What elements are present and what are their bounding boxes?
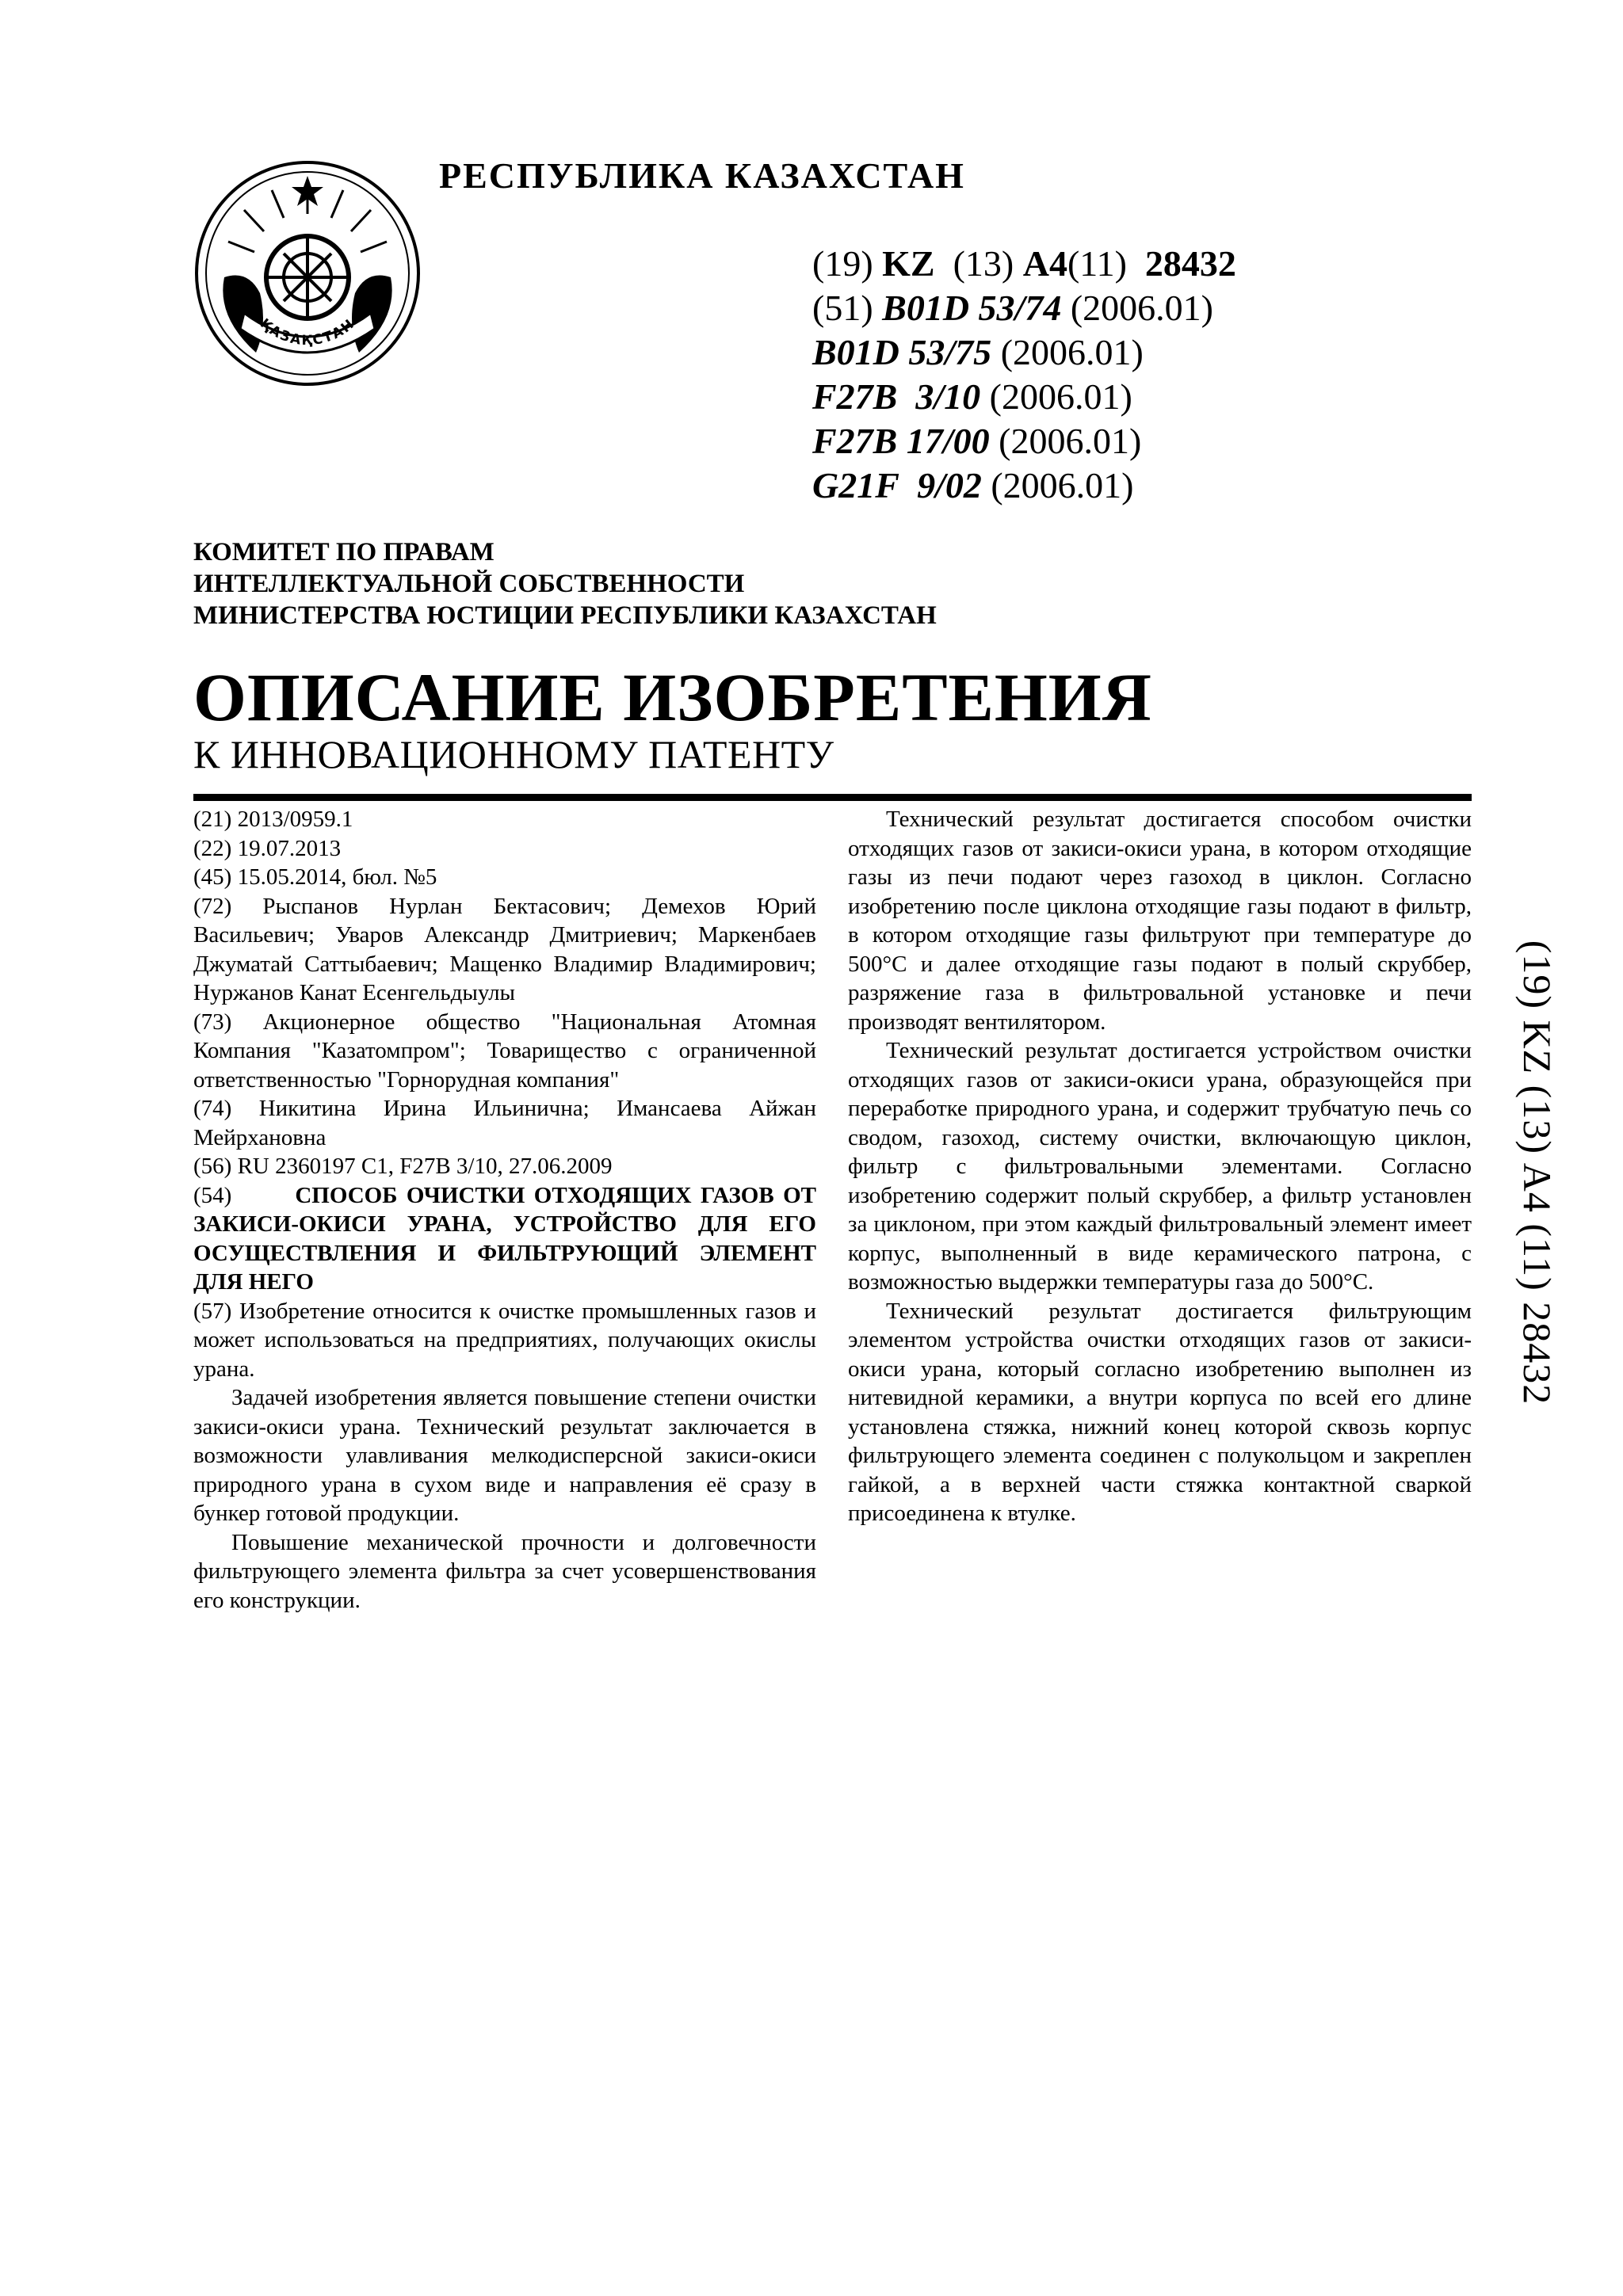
country-name: РЕСПУБЛИКА КАЗАХСТАН: [439, 155, 965, 196]
left-column: [193, 805, 816, 1615]
committee-name: [193, 536, 937, 631]
kind-code: A4: [1022, 243, 1067, 284]
ipc-code: B01D 53/74: [882, 288, 1062, 328]
ipc-line-2: [812, 330, 1236, 375]
abstract-paragraph: Задачей изобретения является повышение степени очистки закиси-окиси урана. Технический результат заключается в возможности улавливания мелкодисперсной закиси-окиси природного урана в сухом виде и направления её сразу в бункер готовой продукции.: [193, 1385, 816, 1526]
vertical-patent-number-text: (19) KZ (13) A4 (11) 28432: [1515, 940, 1560, 1405]
field-74-representatives: (74) Никитина Ирина Ильинична; Имансаева Айжан Мейрхановна: [193, 1096, 816, 1150]
ipc-version: (2006.01): [1000, 332, 1144, 372]
state-emblem: [193, 158, 422, 388]
document-subtitle: К ИННОВАЦИОННОМУ ПАТЕНТУ: [193, 732, 834, 776]
field-73-owners: (73) Акционерное общество "Национальная Атомная Компания "Казатомпром"; Товарищество с ограниченной ответственностью "Горнорудная компания": [193, 1009, 816, 1093]
committee-line: МИНИСТЕРСТВА ЮСТИЦИИ РЕСПУБЛИКИ КАЗАХСТАН: [193, 601, 937, 630]
vertical-patent-number: [1490, 935, 1585, 1410]
svg-text:ҚАЗАҚСТАН: ҚАЗАҚСТАН: [257, 315, 358, 349]
ipc-code: B01D 53/75: [812, 332, 992, 372]
title-divider: [193, 794, 1472, 801]
ipc-line-3: [812, 375, 1236, 419]
ipc-version: (2006.01): [999, 421, 1142, 461]
field-21: (21) 2013/0959.1: [193, 807, 353, 832]
document-title: ОПИСАНИЕ ИЗОБРЕТЕНИЯ: [193, 659, 1152, 735]
ipc-version: (2006.01): [991, 465, 1134, 505]
country-code: KZ: [882, 243, 935, 284]
publication-number-line: [812, 242, 1236, 286]
ipc-line-1: [812, 286, 1236, 330]
right-column: [848, 805, 1472, 1528]
inid-54: (54): [193, 1182, 232, 1208]
ipc-version: (2006.01): [989, 376, 1132, 417]
inid-19: (19): [812, 243, 873, 284]
field-54-title: [193, 1181, 816, 1297]
description-paragraph: Технический результат достигается устройством очистки отходящих газов от закиси-окиси урана, образующейся при переработке природного урана, и содержит трубчатую печь со сводом, газоход, систему очистки, включающую циклон, фильтр с фильтровальными элементами. Согласно изобретению содержит полый скруббер, а фильтр установлен за циклоном, при этом каждый фильтровальный элемент имеет корпус, выполненный в виде керамического патрона, с возможностью выдержки температуры газа до 500°C.: [848, 1038, 1472, 1295]
field-56-references: (56) RU 2360197 C1, F27B 3/10, 27.06.2009: [193, 1154, 613, 1179]
patent-number: 28432: [1144, 243, 1236, 284]
inid-13: (13): [953, 243, 1014, 284]
ipc-version: (2006.01): [1070, 288, 1213, 328]
ipc-line-5: [812, 463, 1236, 508]
field-57-abstract: (57) Изобретение относится к очистке промышленных газов и может использоваться на предприятиях, получающих окислы урана.: [193, 1298, 816, 1382]
ipc-code: F27B 17/00: [812, 421, 990, 461]
invention-title: СПОСОБ ОЧИСТКИ ОТХОДЯЩИХ ГАЗОВ ОТ ЗАКИСИ-ОКИСИ УРАНА, УСТРОЙСТВО ДЛЯ ЕГО ОСУЩЕСТВЛЕНИЯ И ФИЛЬТРУЮЩИЙ ЭЛЕМЕНТ ДЛЯ НЕГО: [193, 1182, 816, 1295]
field-72-inventors: (72) Рыспанов Нурлан Бектасович; Демехов Юрий Васильевич; Уваров Александр Дмитриевич; Маркенбаев Джуматай Саттыбаевич; Мащенко Владимир Владимирович; Нуржанов Канат Есенгельдыулы: [193, 893, 816, 1005]
inid-51: (51): [812, 288, 873, 328]
abstract-paragraph: Повышение механической прочности и долговечности фильтрующего элемента фильтра за счет усовершенствования его конструкции.: [193, 1529, 816, 1613]
description-paragraph: Технический результат достигается фильтрующим элементом устройства очистки отходящих газов от закиси-окиси урана, который согласно изобретению выполнен из нитевидной керамики, а внутри корпуса по всей его длине установлена стяжка, нижний конец которой сквозь корпус фильтрующего элемента соединен с полукольцом и закреплен гайкой, а в верхней части стяжка контактной сваркой присоединена к втулке.: [848, 1298, 1472, 1526]
field-45: (45) 15.05.2014, бюл. №5: [193, 864, 437, 890]
bibliographic-data: [812, 242, 1236, 508]
field-22: (22) 19.07.2013: [193, 835, 342, 861]
committee-line: ИНТЕЛЛЕКТУАЛЬНОЙ СОБСТВЕННОСТИ: [193, 570, 745, 598]
description-paragraph: Технический результат достигается способом очистки отходящих газов от закиси-окиси урана, в котором отходящие газы из печи подают через газоход в циклон. Согласно изобретению после циклона отходящие газы подают в фильтр, в котором отходящие газы фильтруют при температуре до 500°C и далее отходящие газы подают в полый скруббер, разряжение газа в фильтровальной установке и печи производят вентилятором.: [848, 807, 1472, 1035]
committee-line: КОМИТЕТ ПО ПРАВАМ: [193, 538, 495, 566]
inid-11: (11): [1067, 243, 1127, 284]
ipc-line-4: [812, 419, 1236, 463]
ipc-code: F27B 3/10: [812, 376, 981, 417]
ipc-code: G21F 9/02: [812, 465, 982, 505]
